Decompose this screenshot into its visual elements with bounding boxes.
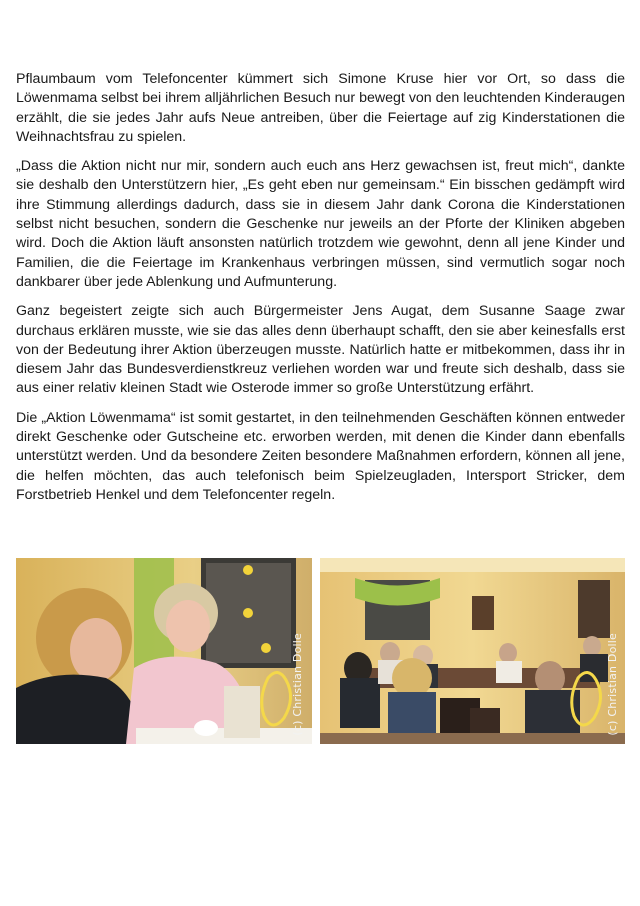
paragraph-1: Pflaumbaum vom Telefoncenter kümmert sich Simone Kruse hier vor Ort, so dass die Löwenmama selbst bei ihrem alljährlichen Besuch nur bewegt von den leuchtenden Kinderaugen erzählt, die sie jedes Jahr aufs Neue antreiben, über die Feiertage auf zig Kinderstationen die Weihnachtsfrau zu spielen.: [16, 71, 625, 145]
paragraph-3: Ganz begeistert zeigte sich auch Bürgermeister Jens Augat, dem Susanne Saage zwar durchaus erklären musste, wie sie das alles denn überhaupt schafft, den sie aber keinesfalls erst von der Bedeutung ihrer Aktion überzeugen musste. Natürlich hatte er mitbekommen, dass ihr in diesem Jahr das Bundesverdienstkreuz verliehen worden war und freute sich deshalb, dass sie aus einer relativ kleinen Stadt wie Osterode immer so große Unterstützung erfährt.: [16, 303, 625, 397]
photo-two-women-image: [16, 558, 312, 744]
paragraph-4: Die „Aktion Löwenmama“ ist somit gestartet, in den teilnehmenden Geschäften können entweder direkt Geschenke oder Gutscheine etc. erworben werden, mit denen die Kinder dann ebenfalls unterstützt werden. Und da besondere Zeiten besondere Maßnahmen erfordern, können all jene, die helfen möchten, das auch telefonisch beim Spielzeugladen, Intersport Stricker, dem Forstbetrieb Henkel und dem Telefoncenter regeln.: [16, 409, 625, 503]
photo-credit-left: (c) Christian Dolle: [291, 633, 304, 736]
article-text: [16, 70, 625, 515]
photo-group-meeting: [320, 558, 625, 744]
paragraph-2: „Dass die Aktion nicht nur mir, sondern auch euch ans Herz gewachsen ist, freut mich“, dankte sie deshalb den Unterstützern hier, „Es geht eben nur gemeinsam.“ Ein bisschen gedämpft wird ihre Stimmung allerdings dadurch, dass sie in diesem Jahr dank Corona die Kinderstationen selbst nicht besuchen, sondern die Geschenke nur jeweils an der Pforte der Kliniken abgeben wird. Doch die Aktion läuft ansonsten natürlich trotzdem wie gewohnt, denn all jene Kinder und Familien, die die Feiertage im Krankenhaus verbringen müssen, sind vermutlich sogar noch dankbarer über jede Ablenkung und Aufmunterung.: [16, 158, 625, 290]
photo-group-meeting-image: [320, 558, 625, 744]
photo-credit-right: (c) Christian Dolle: [606, 633, 619, 736]
photo-two-women: [16, 558, 312, 744]
